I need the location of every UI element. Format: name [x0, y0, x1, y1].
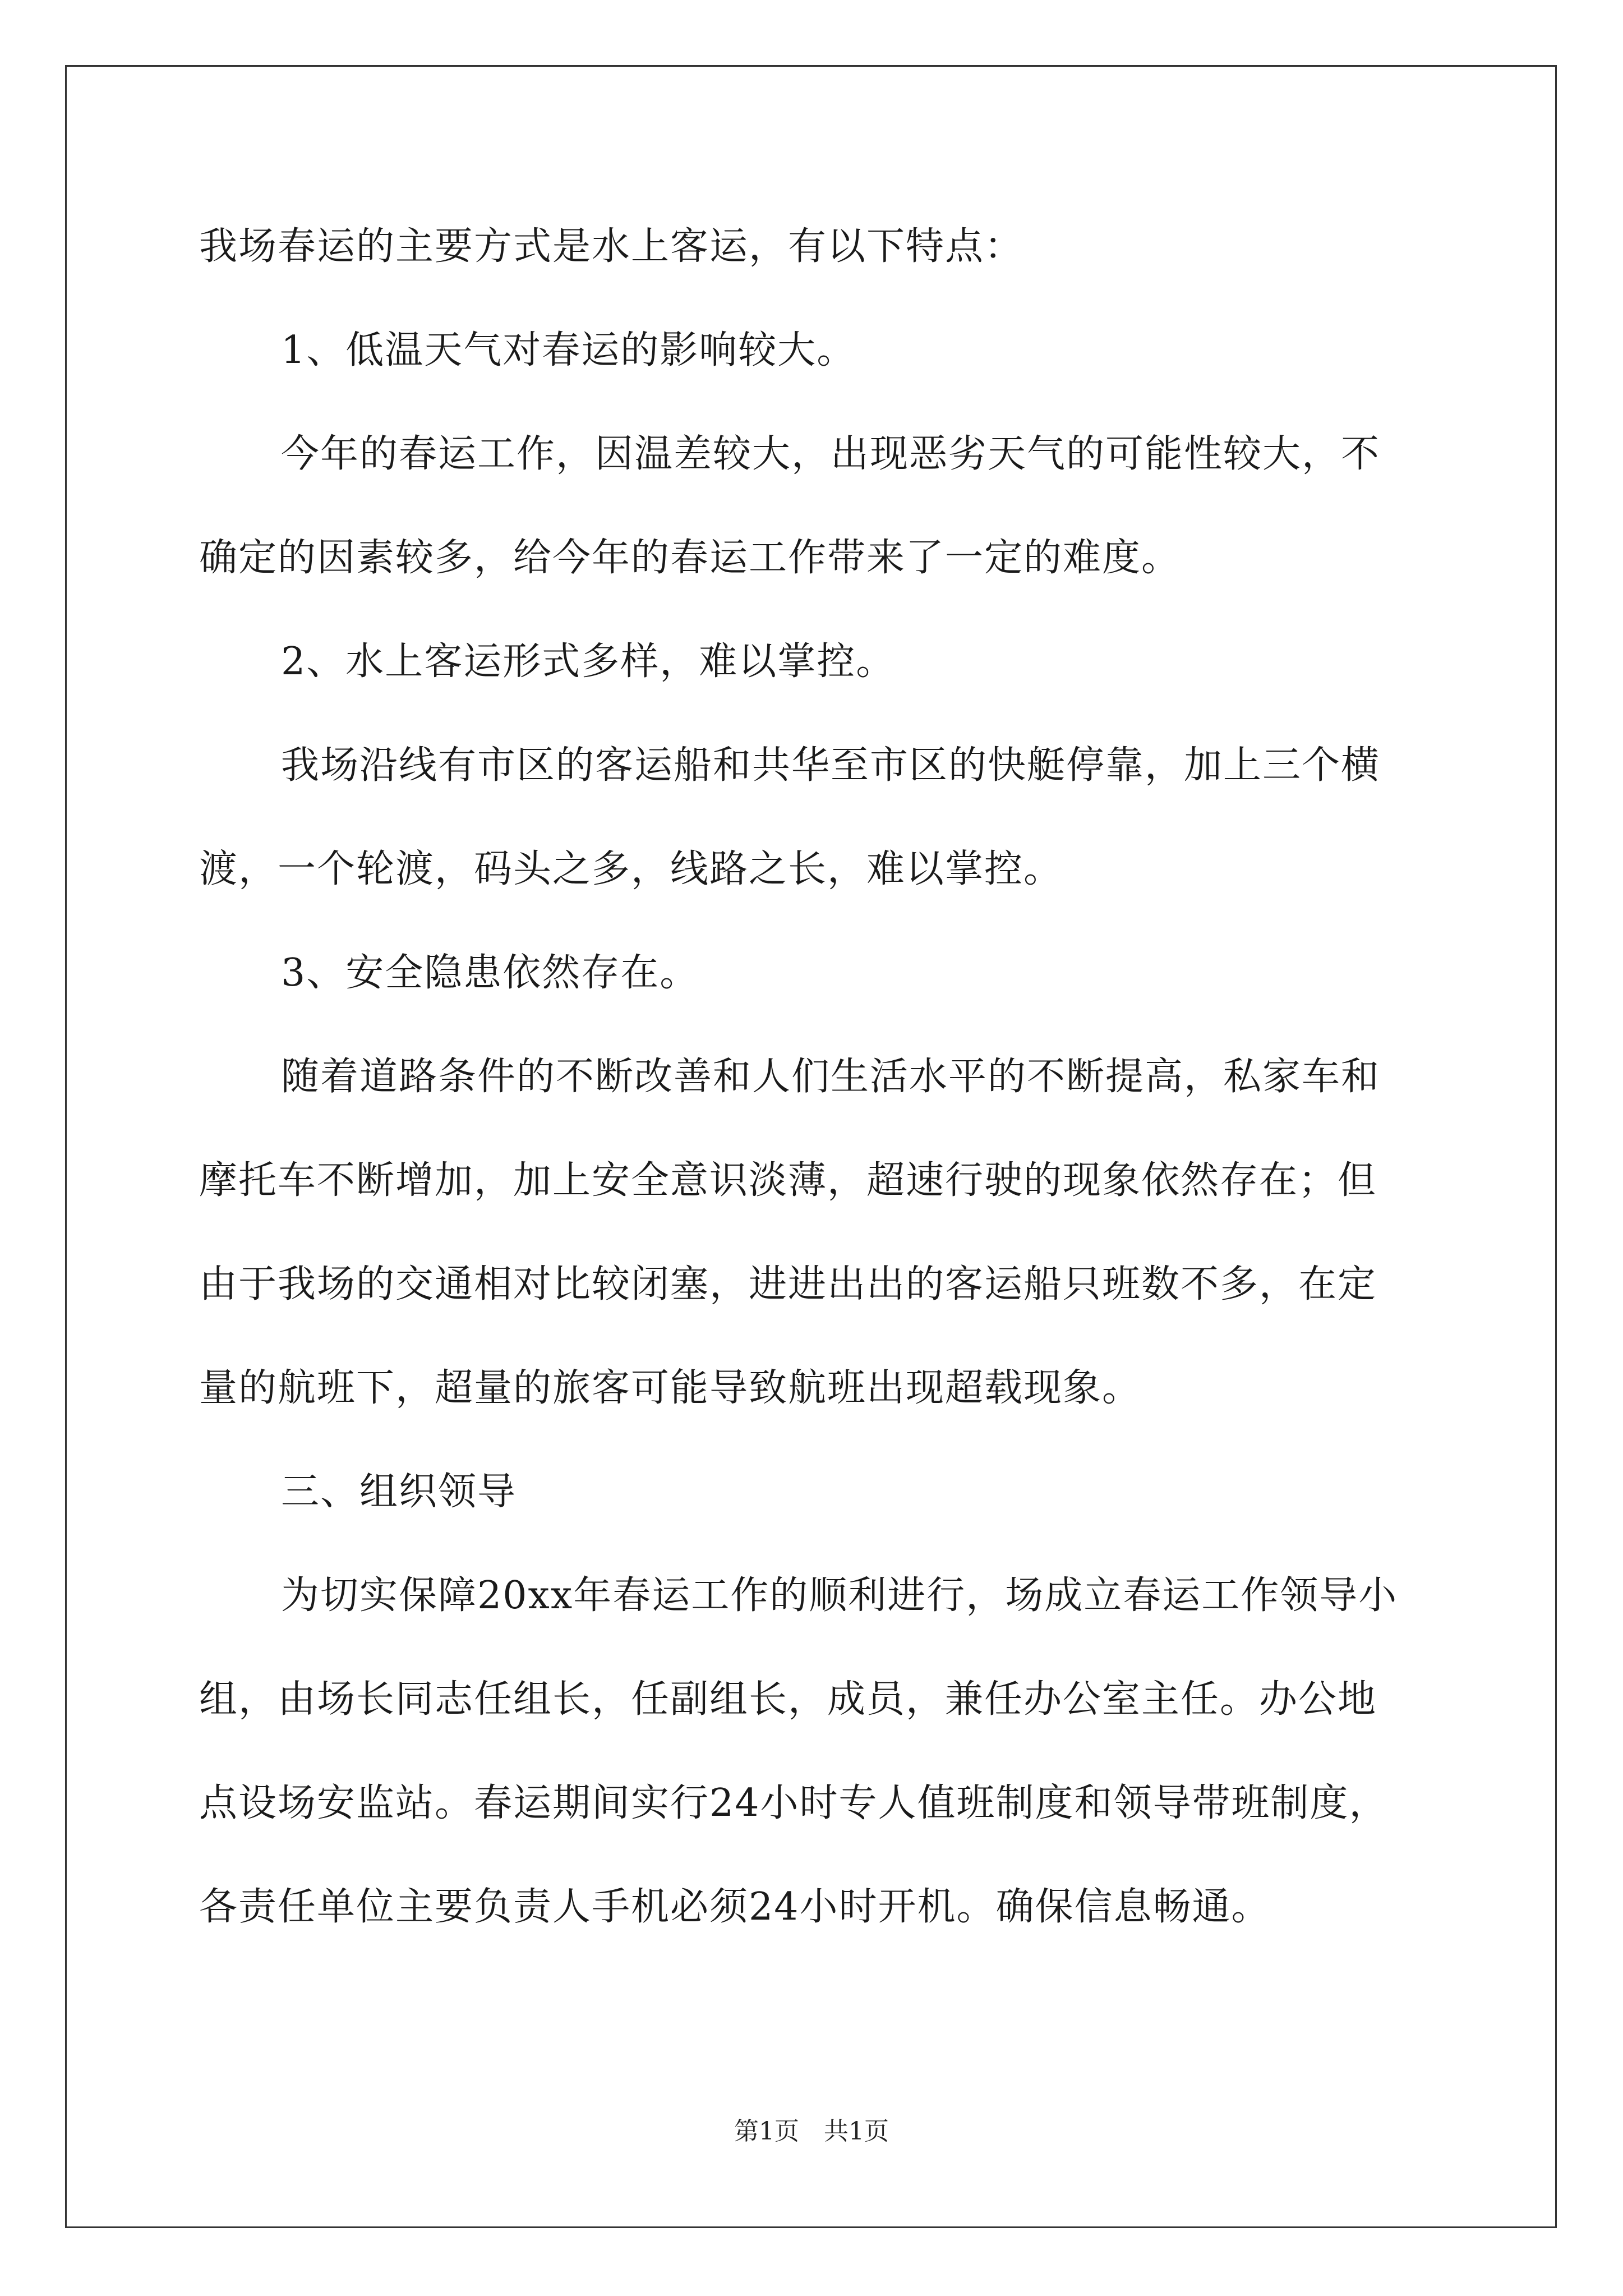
paragraph-point-1-line-2: 确定的因素较多，给今年的春运工作带来了一定的难度。 [199, 536, 1181, 580]
paragraph-organization-line-3: 点设场安监站。春运期间实行24小时专人值班制度和领导带班制度， [199, 1781, 1389, 1825]
heading-point-2: 2、水上客运形式多样，难以掌控。 [281, 639, 896, 684]
heading-point-3: 3、安全隐患依然存在。 [281, 951, 699, 995]
paragraph-intro: 我场春运的主要方式是水上客运，有以下特点： [199, 224, 1024, 269]
paragraph-point-3-line-3: 由于我场的交通相对比较闭塞，进进出出的客运船只班数不多，在定 [199, 1262, 1377, 1306]
paragraph-point-2-line-1: 我场沿线有市区的客运船和共华至市区的快艇停靠，加上三个横 [281, 743, 1381, 788]
paragraph-point-2-line-2: 渡，一个轮渡，码头之多，线路之长，难以掌控。 [199, 847, 1063, 891]
paragraph-point-1-line-1: 今年的春运工作，因温差较大，出现恶劣天气的可能性较大，不 [281, 432, 1381, 476]
paragraph-organization-line-4: 各责任单位主要负责人手机必须24小时开机。确保信息畅通。 [199, 1885, 1271, 1929]
paragraph-organization-line-1: 为切实保障20xx年春运工作的顺利进行，场成立春运工作领导小 [281, 1573, 1398, 1618]
section-heading-organization: 三、组织领导 [281, 1470, 517, 1514]
heading-point-1: 1、低温天气对春运的影响较大。 [281, 328, 856, 372]
paragraph-point-3-line-4: 量的航班下，超量的旅客可能导致航班出现超载现象。 [199, 1366, 1142, 1410]
paragraph-point-3-line-1: 随着道路条件的不断改善和人们生活水平的不断提高，私家车和 [281, 1055, 1381, 1099]
paragraph-organization-line-2: 组，由场长同志任组长，任副组长，成员，兼任办公室主任。办公地 [199, 1677, 1377, 1722]
paragraph-point-3-line-2: 摩托车不断增加，加上安全意识淡薄，超速行驶的现象依然存在；但 [199, 1158, 1377, 1203]
page-number-footer: 第1页 共1页 [734, 2117, 889, 2146]
